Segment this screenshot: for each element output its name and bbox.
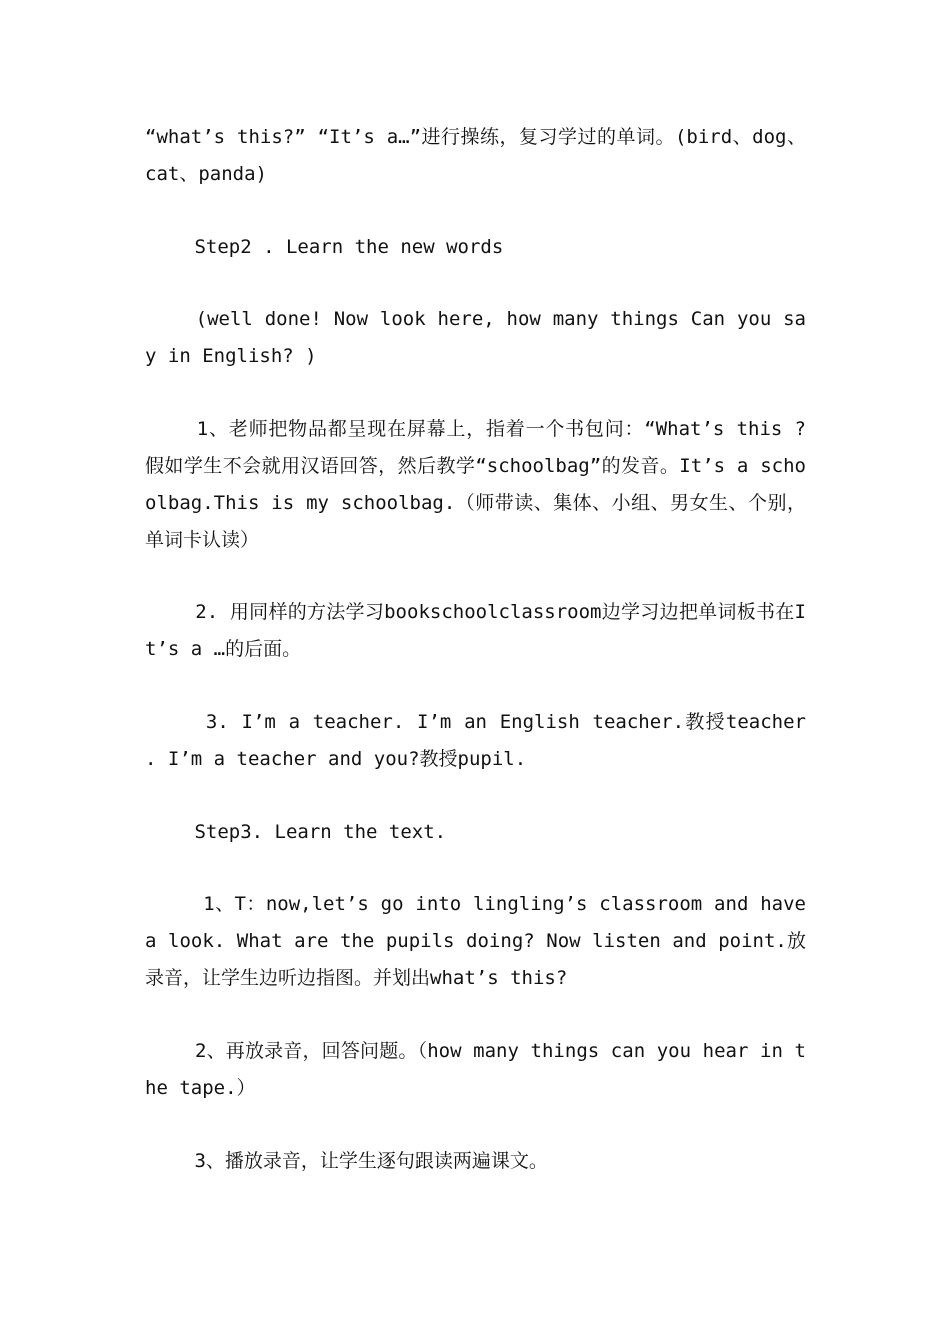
heading-step3: Step3. Learn the text. xyxy=(145,821,447,843)
paragraph-review-words: “what’s this?” “It’s a…”进行操练，复习学过的单词。(bird、dog、cat、panda) xyxy=(145,126,806,185)
paragraph-same-method: 2. 用同样的方法学习bookschoolclassroom边学习边把单词板书在It’s a …的后面。 xyxy=(145,601,806,660)
paragraph-replay: 2、再放录音，回答问题。（how many things can you hear in the tape.） xyxy=(145,1040,806,1099)
paragraph-schoolbag: 1、老师把物品都呈现在屏幕上，指着一个书包问：“What’s this ? 假如学生不会就用汉语回答，然后教学“schoolbag”的发音。It’s a schoolbag.This is my schoolbag.（师带读、集体、小组、男女生、个别，单词卡认读） xyxy=(145,418,806,551)
paragraph-well-done: (well done! Now look here, how many things Can you say in English? ) xyxy=(145,308,806,367)
paragraph-classroom: 1、T：now,let’s go into lingling’s classroom and have a look. What are the pupils doing? Now listen and point.放录音，让学生边听边指图。并划出what’s this? xyxy=(145,893,806,989)
heading-step2: Step2 . Learn the new words xyxy=(145,236,504,258)
paragraph-teacher: 3. I’m a teacher. I’m an English teacher.教授teacher . I’m a teacher and you?教授pupil. xyxy=(145,711,806,770)
paragraph-follow-read: 3、播放录音，让学生逐句跟读两遍课文。 xyxy=(145,1150,548,1172)
